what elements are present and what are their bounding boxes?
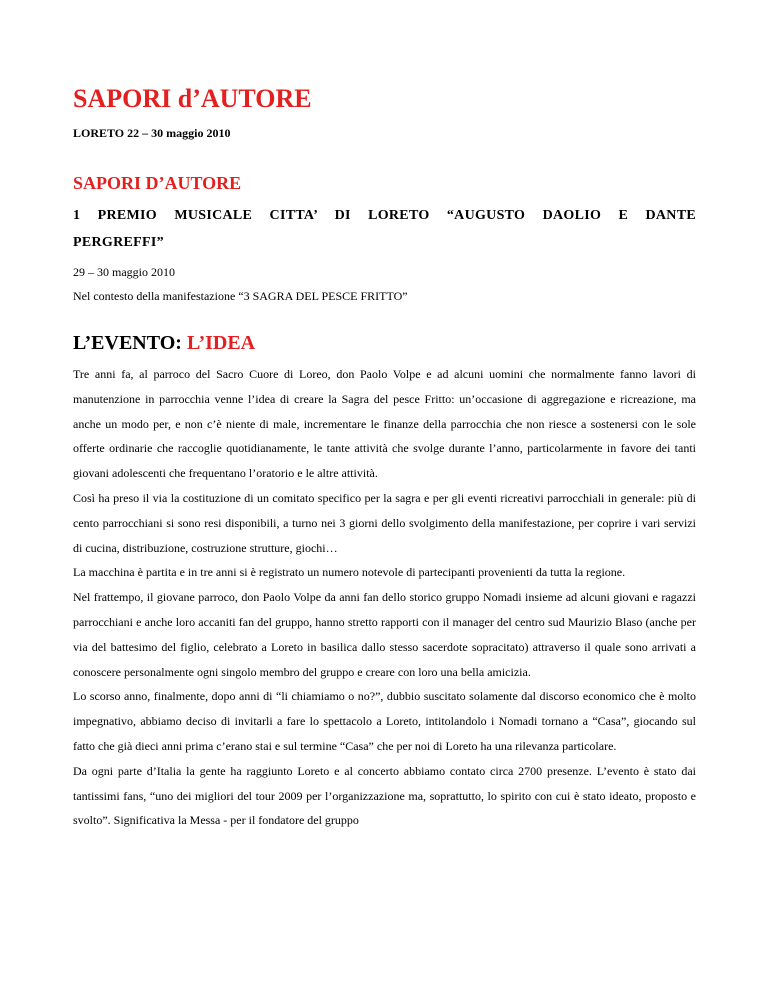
paragraph: La macchina è partita e in tre anni si è registrato un numero notevole di partecipanti provenienti da tutta la regione. bbox=[73, 565, 626, 580]
heading-part-idea: L’IDEA bbox=[186, 332, 256, 354]
paragraph: Tre anni fa, al parroco del Sacro Cuore di Loreo, don Paolo Volpe e ad alcuni uomini che normalmente fanno lavori di manutenzione in parrocchia venne l’idea di creare la Sagra del pesce Fritto: un’occasione di aggregazione e ricreazione, ma anche un modo per, e non c’è niente di male, incrementare le finanze della parrocchia che non riesce a sostenersi con le sole offerte ordinarie che raccoglie quotidianamente, le tante attività che svolge durante l’anno, particolarmente in favore dei tanti giovani adolescenti che frequentano l’oratorio e le altre attività. bbox=[73, 367, 696, 481]
body-text bbox=[73, 362, 696, 833]
document-page bbox=[73, 80, 696, 833]
event-dates: 29 – 30 maggio 2010 bbox=[73, 265, 175, 279]
heading-part-evento: L’EVENTO: bbox=[73, 332, 187, 354]
event-context: Nel contesto della manifestazione “3 SAGRA DEL PESCE FRITTO” bbox=[73, 289, 408, 303]
paragraph: Così ha preso il via la costituzione di un comitato specifico per la sagra e per gli eventi ricreativi parrocchiali in generale: più di cento parrocchiani si sono resi disponibili, a turno nei 3 giorni dello svolgimento della manifestazione, per coprire i vari servizi di cucina, distribuzione, costruzione strutture, giochi… bbox=[73, 490, 696, 555]
paragraph: Nel frattempo, il giovane parroco, don Paolo Volpe da anni fan dello storico gruppo Nomadi insieme ad alcuni giovani e ragazzi parrocchiani e anche loro accaniti fan del gruppo, hanno stretto rapporti con il manager del centro sud Maurizio Blaso (anche per via del battesimo del figlio, celebrato a Loreto in basilica dallo stesso sacerdote sopracitato) attraverso il quale sono arrivati a conoscere personalmente ogni singolo membro del gruppo e creare con loro una bella amicizia. bbox=[73, 590, 696, 679]
paragraph: Lo scorso anno, finalmente, dopo anni di “li chiamiamo o no?”, dubbio suscitato solamente dal discorso economico che è molto impegnativo, abbiamo deciso di invitarli a fare lo spettacolo a Loreto, intitolandolo i Nomadi tornano a “Casa”, giocando sul fatto che già dieci anni prima c’erano stai e sul termine “Casa” che per noi di Loreto ha una rilevanza particolare. bbox=[73, 689, 696, 753]
section-heading-evento bbox=[73, 330, 696, 356]
prize-title: 1 PREMIO MUSICALE CITTA’ DI LORETO “AUGUSTO DAOLIO E DANTE PERGREFFI” bbox=[73, 208, 696, 250]
section-heading-sapori: SAPORI D’AUTORE bbox=[73, 173, 242, 193]
paragraph: Da ogni parte d’Italia la gente ha raggiunto Loreto e al concerto abbiamo contato circa 2700 presenze. L’evento è stato dai tantissimi fans, “uno dei migliori del tour 2009 per l’organizzazione ma, soprattutto, lo spirito con cui è stato ideato, proposto e svolto”. Significativa la Messa - per il fondatore del gruppo bbox=[73, 763, 696, 828]
dateline: LORETO 22 – 30 maggio 2010 bbox=[73, 126, 231, 140]
document-title: SAPORI d’AUTORE bbox=[73, 84, 312, 113]
